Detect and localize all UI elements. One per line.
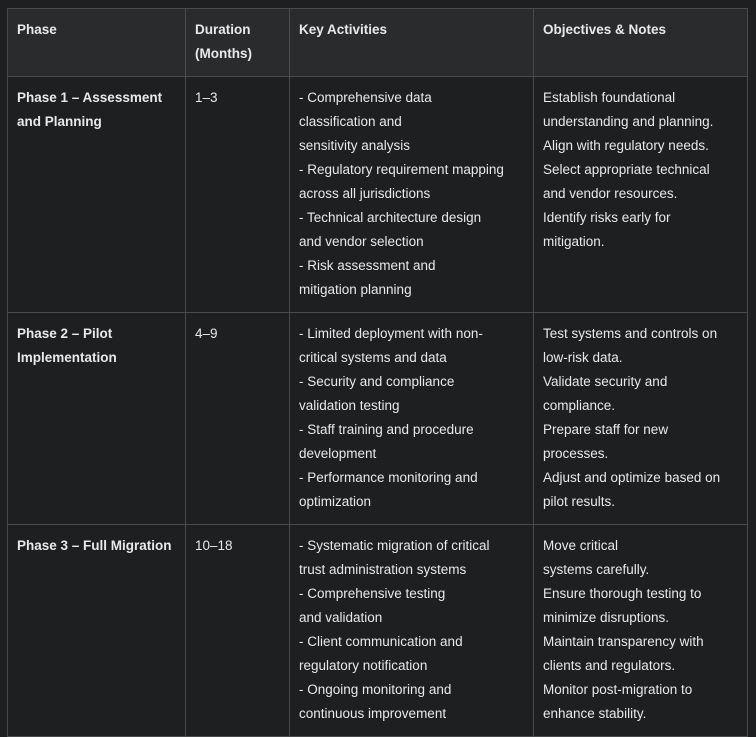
activity-line: - Client communication and <box>299 634 463 649</box>
objective-line: Maintain transparency with <box>543 634 704 649</box>
objective-line: Validate security and <box>543 374 668 389</box>
activity-line: across all jurisdictions <box>299 186 431 201</box>
activity-line: - Staff training and procedure <box>299 422 474 437</box>
table-row <box>8 77 748 313</box>
objectives-cell <box>534 77 748 313</box>
objective-line: low-risk data. <box>543 350 623 365</box>
objective-line: clients and regulators. <box>543 658 676 673</box>
activity-line: - Systematic migration of critical <box>299 538 490 553</box>
activity-line: sensitivity analysis <box>299 138 411 153</box>
activities-cell <box>290 313 534 525</box>
objective-line: Establish foundational <box>543 90 676 105</box>
header-phase: Phase <box>8 9 186 77</box>
phase-cell <box>8 77 186 313</box>
activity-line: - Technical architecture design <box>299 210 482 225</box>
activity-line: regulatory notification <box>299 658 428 673</box>
objective-line: compliance. <box>543 398 616 413</box>
activity-line: - Comprehensive data <box>299 90 432 105</box>
activity-line: critical systems and data <box>299 350 447 365</box>
activities-cell <box>290 77 534 313</box>
objective-line: processes. <box>543 446 609 461</box>
activity-line: and validation <box>299 610 383 625</box>
objective-line: Align with regulatory needs. <box>543 138 709 153</box>
activity-line: - Regulatory requirement mapping <box>299 162 504 177</box>
migration-phases-table <box>7 8 748 737</box>
header-key-activities: Key Activities <box>290 9 534 77</box>
objective-line: and vendor resources. <box>543 186 678 201</box>
activities-cell <box>290 525 534 737</box>
objective-line: Ensure thorough testing to <box>543 586 702 601</box>
activity-line: development <box>299 446 377 461</box>
phase-cell <box>8 525 186 737</box>
activity-line: validation testing <box>299 398 400 413</box>
table-header <box>8 9 748 77</box>
header-duration <box>186 9 290 77</box>
objective-line: Prepare staff for new <box>543 422 669 437</box>
phase-label: Phase 2 – Pilot Implementation <box>17 326 117 365</box>
activity-line: and vendor selection <box>299 234 424 249</box>
activity-line: - Comprehensive testing <box>299 586 446 601</box>
activity-line: - Performance monitoring and <box>299 470 478 485</box>
objective-line: Monitor post-migration to <box>543 682 693 697</box>
table-row <box>8 525 748 737</box>
migration-phases-table-wrapper <box>7 8 748 737</box>
header-duration-label: Duration (Months) <box>195 22 252 61</box>
objective-line: mitigation. <box>543 234 605 249</box>
phase-label: Phase 1 – Assessment and Planning <box>17 90 163 129</box>
header-row <box>8 9 748 77</box>
objective-line: Select appropriate technical <box>543 162 710 177</box>
objective-line: pilot results. <box>543 494 616 509</box>
duration-cell: 1–3 <box>186 77 290 313</box>
table-body <box>8 77 748 737</box>
activity-line: classification and <box>299 114 402 129</box>
phase-label: Phase 3 – Full Migration <box>17 538 172 553</box>
activity-line: trust administration systems <box>299 562 467 577</box>
objective-line: Adjust and optimize based on <box>543 470 721 485</box>
objective-line: Test systems and controls on <box>543 326 718 341</box>
activity-line: - Security and compliance <box>299 374 455 389</box>
duration-cell: 4–9 <box>186 313 290 525</box>
duration-cell: 10–18 <box>186 525 290 737</box>
objective-line: understanding and planning. <box>543 114 714 129</box>
activity-line: - Risk assessment and <box>299 258 436 273</box>
activity-line: mitigation planning <box>299 282 412 297</box>
objective-line: minimize disruptions. <box>543 610 670 625</box>
header-objectives-notes: Objectives & Notes <box>534 9 748 77</box>
objective-line: Identify risks early for <box>543 210 671 225</box>
activity-line: - Limited deployment with non- <box>299 326 483 341</box>
objectives-cell <box>534 313 748 525</box>
objective-line: enhance stability. <box>543 706 647 721</box>
objective-line: Move critical <box>543 538 619 553</box>
phase-cell <box>8 313 186 525</box>
activity-line: continuous improvement <box>299 706 447 721</box>
objectives-cell <box>534 525 748 737</box>
table-row <box>8 313 748 525</box>
objective-line: systems carefully. <box>543 562 650 577</box>
activity-line: - Ongoing monitoring and <box>299 682 452 697</box>
activity-line: optimization <box>299 494 372 509</box>
